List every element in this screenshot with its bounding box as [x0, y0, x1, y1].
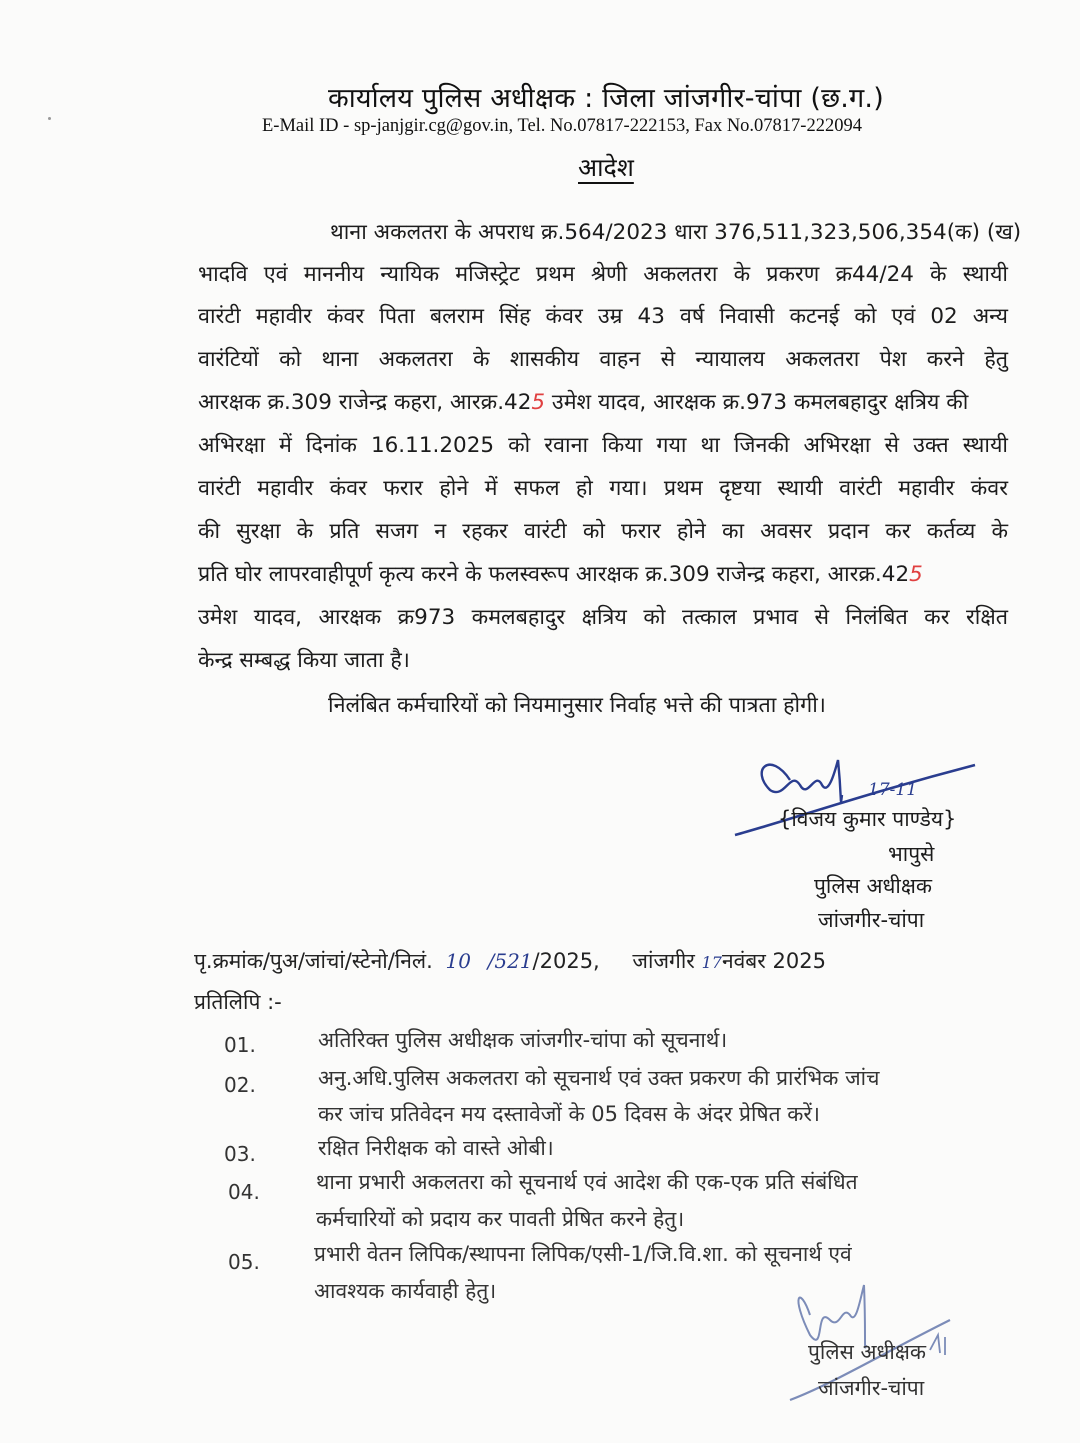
copy-item-text: प्रभारी वेतन लिपिक/स्थापना लिपिक/एसी-1/जि.वि.शा. को सूचनार्थ एवं — [314, 1242, 852, 1266]
copy-item-num: 05. — [228, 1250, 260, 1274]
handwritten-correction: 5 — [909, 562, 923, 587]
copy-item-num: 01. — [224, 1033, 256, 1057]
reference-year: /2025, — [532, 949, 600, 973]
allowance-note: निलंबित कर्मचारियों को नियमानुसार निर्वाह भत्ते की पात्रता होगी। — [328, 693, 826, 718]
body-line-7: वारंटी महावीर कंवर फरार होने में सफल हो गया। प्रथम दृष्टया स्थायी वारंटी महावीर कंवर — [198, 476, 1008, 501]
body-line-5 — [198, 387, 968, 416]
copy-item-text: आवश्यक कार्यवाही हेतु। — [314, 1279, 497, 1303]
footer-designation: पुलिस अधीक्षक — [808, 1340, 927, 1364]
copy-item-text: अनु.अधि.पुलिस अकलतरा को सूचनार्थ एवं उक्त प्रकरण की प्रारंभिक जांच — [318, 1066, 880, 1090]
copy-item-text: रक्षित निरीक्षक को वास्ते ओबी। — [318, 1136, 554, 1160]
signatory-service: भापुसे — [888, 842, 935, 866]
order-heading: आदेश — [578, 153, 634, 182]
reference-prefix: पृ.क्रमांक/पुअ/जांचां/स्टेनो/निलं. — [194, 949, 433, 973]
body-line-10: उमेश यादव, आरक्षक क्र973 कमलबहादुर क्षत्रिय को तत्काल प्रभाव से निलंबित कर रक्षित — [198, 605, 1008, 630]
copy-item-text: थाना प्रभारी अकलतरा को सूचनार्थ एवं आदेश की एक-एक प्रति संबंधित — [316, 1170, 858, 1194]
handwritten-correction: 5 — [531, 390, 546, 415]
body-line-2: भादवि एवं माननीय न्यायिक मजिस्ट्रेट प्रथम श्रेणी अकलतरा के प्रकरण क्र44/24 के स्थायी — [198, 262, 1008, 287]
body-line-6: अभिरक्षा में दिनांक 16.11.2025 को रवाना किया गया था जिनकी अभिरक्षा से उक्त स्थायी — [198, 433, 1008, 458]
body-line-4: वारंटियों को थाना अकलतरा के शासकीय वाहन से न्यायालय अकलतरा पेश करने हेतु — [198, 347, 1008, 372]
body-line-3: वारंटी महावीर कंवर पिता बलराम सिंह कंवर उम्र 43 वर्ष निवासी कटनई को एवं 02 अन्य — [198, 304, 1008, 329]
body-line-9 — [198, 559, 923, 588]
office-contact: E-Mail ID - sp-janjgir.cg@gov.in, Tel. No.07817-222153, Fax No.07817-222094 — [262, 116, 862, 136]
office-title: कार्यालय पुलिस अधीक्षक : जिला जांजगीर-चांपा (छ.ग.) — [328, 83, 884, 114]
copy-item-text: कर जांच प्रतिवेदन मय दस्तावेजों के 05 दिवस के अंदर प्रेषित करें। — [318, 1102, 820, 1126]
body-line-1: थाना अकलतरा के अपराध क्र.564/2023 धारा 376,511,323,506,354(क) (ख) — [330, 220, 1022, 245]
copy-item-num: 04. — [228, 1180, 260, 1204]
reference-month-year: नवंबर 2025 — [721, 949, 826, 973]
copy-item-text: कर्मचारियों को प्रदाय कर पावती प्रेषित करने हेतु। — [316, 1207, 685, 1231]
body-line-5b: उमेश यादव, आरक्षक क्र.973 कमलबहादुर क्षत्रिय की — [545, 390, 969, 415]
footer-district: जांजगीर-चांपा — [818, 1376, 925, 1400]
copy-to-label: प्रतिलिपि :- — [194, 990, 282, 1014]
body-line-9a: प्रति घोर लापरवाहीपूर्ण कृत्य करने के फलस्वरूप आरक्षक क्र.309 राजेन्द्र कहरा, आरक्र.42 — [198, 562, 910, 587]
handwritten-ref-no: 10 — [445, 949, 471, 973]
body-line-8: की सुरक्षा के प्रति सजग न रहकर वारंटी को फरार होने का अवसर प्रदान कर कर्तव्य के — [198, 519, 1008, 544]
handwritten-ref-no-2: /521 — [487, 949, 533, 973]
body-line-11: केन्द्र सम्बद्ध किया जाता है। — [198, 648, 410, 673]
page-speck — [48, 117, 51, 120]
signatory-district: जांजगीर-चांपा — [818, 908, 925, 932]
copy-item-num: 02. — [224, 1073, 256, 1097]
signatory-name: {विजय कुमार पाण्डेय} — [778, 807, 957, 831]
copy-item-text: अतिरिक्त पुलिस अधीक्षक जांजगीर-चांपा को सूचनार्थ। — [318, 1028, 728, 1052]
signatory-designation: पुलिस अधीक्षक — [814, 874, 933, 898]
signature-date: 17-11 — [868, 780, 918, 800]
handwritten-day: 17 — [701, 953, 722, 972]
copy-item-num: 03. — [224, 1142, 256, 1166]
body-line-5a: आरक्षक क्र.309 राजेन्द्र कहरा, आरक्र.42 — [198, 390, 532, 415]
reference-line — [194, 947, 826, 975]
reference-place: जांजगीर — [632, 949, 695, 973]
